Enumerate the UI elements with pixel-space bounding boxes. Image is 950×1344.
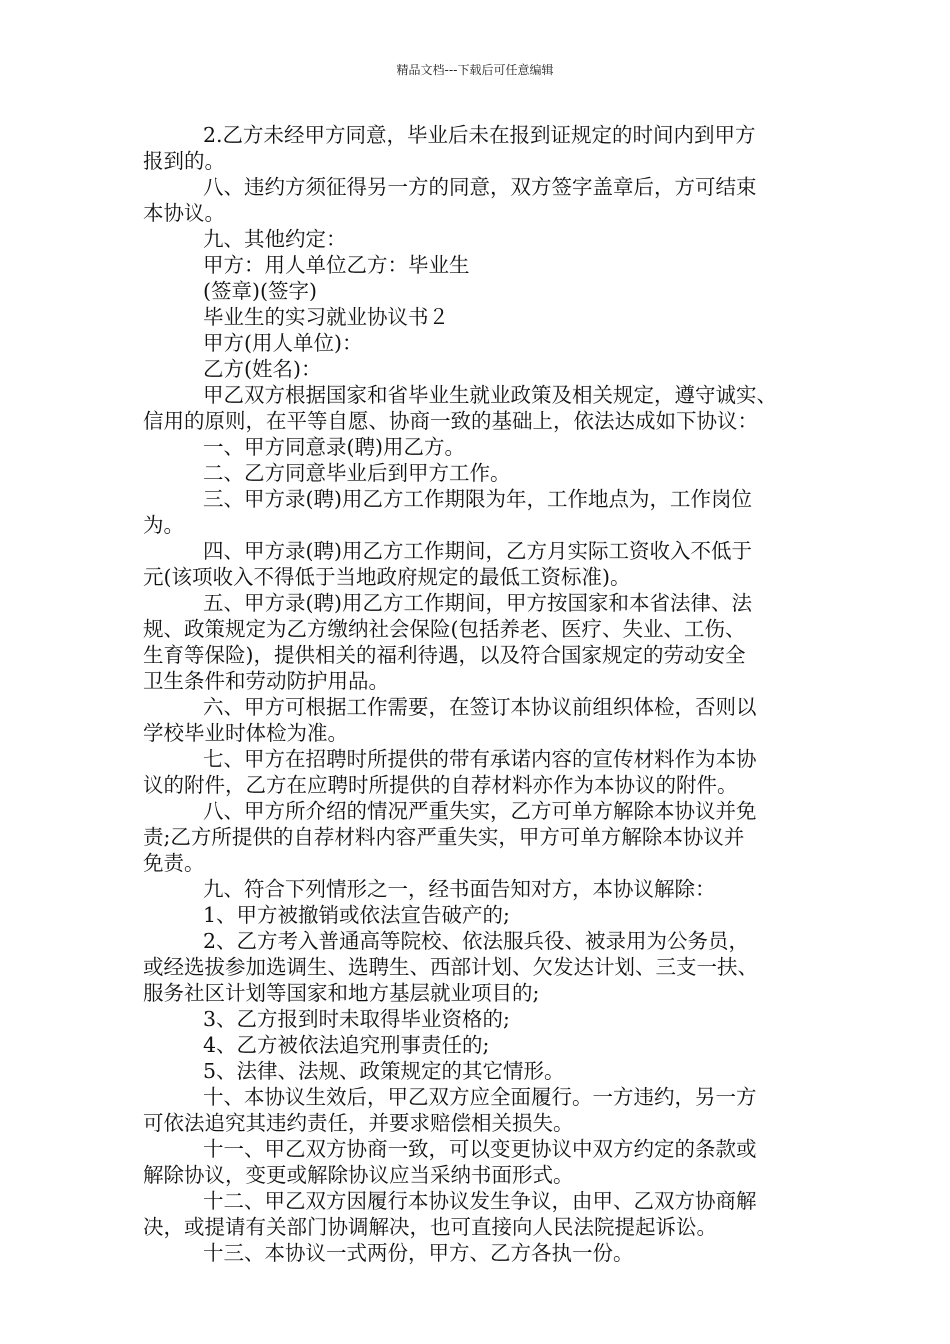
paragraph-line: 生育等保险)，提供相关的福利待遇，以及符合国家规定的劳动安全 bbox=[143, 643, 746, 667]
paragraph bbox=[143, 1136, 823, 1188]
paragraph-line: 卫生条件和劳动防护用品。 bbox=[143, 669, 389, 693]
paragraph-line: 2、乙方考入普通高等院校、依法服兵役、被录用为公务员， bbox=[203, 929, 750, 953]
paragraph-line: 一、甲方同意录(聘)用乙方。 bbox=[203, 435, 465, 459]
paragraph-line: 乙方(姓名)： bbox=[203, 357, 322, 381]
paragraph-line: 毕业生的实习就业协议书２ bbox=[203, 305, 449, 329]
paragraph bbox=[143, 460, 823, 486]
paragraph bbox=[143, 174, 823, 226]
paragraph bbox=[143, 226, 823, 252]
paragraph-line: 八、甲方所介绍的情况严重失实，乙方可单方解除本协议并免 bbox=[203, 799, 757, 823]
paragraph-line: 信用的原则，在平等自愿、协商一致的基础上，依法达成如下协议： bbox=[143, 409, 758, 433]
paragraph-line: 服务社区计划等国家和地方基层就业项目的; bbox=[143, 981, 540, 1005]
paragraph bbox=[143, 486, 823, 538]
paragraph-line: 九、符合下列情形之一，经书面告知对方，本协议解除： bbox=[203, 877, 716, 901]
paragraph bbox=[143, 304, 823, 330]
paragraph-line: 九、其他约定： bbox=[203, 227, 347, 251]
paragraph bbox=[143, 538, 823, 590]
paragraph bbox=[143, 590, 823, 694]
paragraph bbox=[143, 902, 823, 928]
paragraph-line: 1、甲方被撤销或依法宣告破产的; bbox=[203, 903, 510, 927]
paragraph-line: 2.乙方未经甲方同意，毕业后未在报到证规定的时间内到甲方 bbox=[203, 123, 756, 147]
paragraph bbox=[143, 330, 823, 356]
paragraph-line: 元(该项收入不得低于当地政府规定的最低工资标准)。 bbox=[143, 565, 631, 589]
paragraph-line: 报到的。 bbox=[143, 149, 225, 173]
paragraph-line: 十三、本协议一式两份，甲方、乙方各执一份。 bbox=[203, 1241, 634, 1265]
paragraph-line: 十一、甲乙双方协商一致，可以变更协议中双方约定的条款或 bbox=[203, 1137, 757, 1161]
paragraph-line: 十二、甲乙双方因履行本协议发生争议，由甲、乙双方协商解 bbox=[203, 1189, 757, 1213]
paragraph bbox=[143, 1032, 823, 1058]
paragraph bbox=[143, 746, 823, 798]
paragraph-line: 甲方(用人单位)： bbox=[203, 331, 363, 355]
paragraph-line: 3、乙方报到时未取得毕业资格的; bbox=[203, 1007, 510, 1031]
paragraph-line: 三、甲方录(聘)用乙方工作期限为年，工作地点为，工作岗位 bbox=[203, 487, 752, 511]
paragraph-line: 六、甲方可根据工作需要，在签订本协议前组织体检，否则以 bbox=[203, 695, 757, 719]
paragraph bbox=[143, 876, 823, 902]
paragraph bbox=[143, 928, 823, 1006]
paragraph bbox=[143, 382, 823, 434]
paragraph-line: 议的附件，乙方在应聘时所提供的自荐材料亦作为本协议的附件。 bbox=[143, 773, 738, 797]
paragraph-line: 或经选拔参加选调生、选聘生、西部计划、欠发达计划、三支一扶、 bbox=[143, 955, 758, 979]
paragraph-line: 二、乙方同意毕业后到甲方工作。 bbox=[203, 461, 511, 485]
paragraph-line: 5、法律、法规、政策规定的其它情形。 bbox=[203, 1059, 565, 1083]
paragraph-line: (签章)(签字) bbox=[203, 279, 317, 303]
paragraph bbox=[143, 694, 823, 746]
paragraph-line: 四、甲方录(聘)用乙方工作期间，乙方月实际工资收入不低于 bbox=[203, 539, 752, 563]
paragraph-line: 甲方：用人单位乙方：毕业生 bbox=[203, 253, 470, 277]
paragraph-line: 学校毕业时体检为准。 bbox=[143, 721, 348, 745]
paragraph bbox=[143, 252, 823, 278]
document-body bbox=[143, 122, 823, 1266]
paragraph-line: 规、政策规定为乙方缴纳社会保险(包括养老、医疗、失业、工伤、 bbox=[143, 617, 746, 641]
paragraph-line: 七、甲方在招聘时所提供的带有承诺内容的宣传材料作为本协 bbox=[203, 747, 757, 771]
paragraph bbox=[143, 1006, 823, 1032]
paragraph bbox=[143, 434, 823, 460]
paragraph bbox=[143, 1240, 823, 1266]
paragraph-line: 解除协议，变更或解除协议应当采纳书面形式。 bbox=[143, 1163, 574, 1187]
paragraph-line: 本协议。 bbox=[143, 201, 225, 225]
paragraph-line: 甲乙双方根据国家和省毕业生就业政策及相关规定，遵守诚实、 bbox=[203, 383, 777, 407]
paragraph-line: 为。 bbox=[143, 513, 184, 537]
paragraph-line: 决，或提请有关部门协调解决，也可直接向人民法院提起诉讼。 bbox=[143, 1215, 717, 1239]
paragraph bbox=[143, 278, 823, 304]
paragraph-line: 八、违约方须征得另一方的同意，双方签字盖章后，方可结束 bbox=[203, 175, 757, 199]
paragraph-line: 五、甲方录(聘)用乙方工作期间，甲方按国家和本省法律、法 bbox=[203, 591, 752, 615]
paragraph-line: 责;乙方所提供的自荐材料内容严重失实，甲方可单方解除本协议并 bbox=[143, 825, 745, 849]
paragraph bbox=[143, 1058, 823, 1084]
paragraph bbox=[143, 798, 823, 876]
paragraph bbox=[143, 1188, 823, 1240]
page-header: 精品文档---下载后可任意编辑 bbox=[396, 63, 554, 77]
paragraph-line: 可依法追究其违约责任，并要求赔偿相关损失。 bbox=[143, 1111, 574, 1135]
paragraph bbox=[143, 1084, 823, 1136]
paragraph-line: 十、本协议生效后，甲乙双方应全面履行。一方违约，另一方 bbox=[203, 1085, 757, 1109]
paragraph-line: 4、乙方被依法追究刑事责任的; bbox=[203, 1033, 490, 1057]
paragraph-line: 免责。 bbox=[143, 851, 205, 875]
paragraph bbox=[143, 122, 823, 174]
paragraph bbox=[143, 356, 823, 382]
